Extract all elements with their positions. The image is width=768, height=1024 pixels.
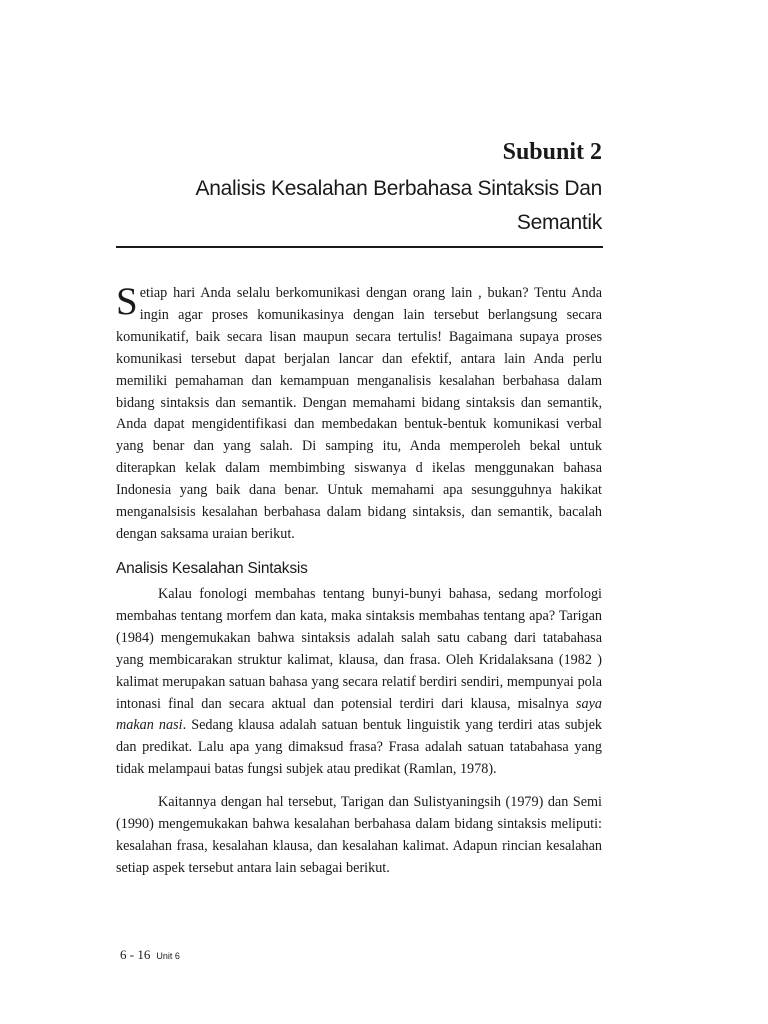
drop-cap: S [116, 280, 138, 323]
body-paragraph-1-text-a: Kalau fonologi membahas tentang bunyi-bunyi bahasa, sedang morfologi membahas tentang morfem dan kata, maka sintaksis membahas tentang apa? Tarigan (1984) mengemukakan bahwa sintaksis adalah salah satu cabang dari tatabahasa yang membicarakan struktur kalimat, klausa, dan frasa. Oleh Kridalaksana (1982 ) kalimat merupakan satuan bahasa yang secara relatif berdiri sendiri, mempunyai pola intonasi final dan secara aktual dan potensial terdiri dari klausa, misalnya [116, 586, 602, 712]
body-paragraph-2: Kaitannya dengan hal tersebut, Tarigan dan Sulistyaningsih (1979) dan Semi (1990) mengemukakan bahwa kesalahan berbahasa dalam bidang sintaksis meliputi: kesalahan frasa, kesalahan klausa, dan kesalahan kalimat. Adapun rincian kesalahan setiap aspek tersebut antara lain sebagai berikut. [116, 794, 602, 876]
page-title [122, 172, 602, 240]
unit-label: Unit 6 [156, 951, 180, 961]
page-title-line-2: Semantik [516, 211, 602, 234]
subunit-heading: Subunit 2 [502, 139, 602, 165]
body-paragraph-1-text-b: . Sedang klausa adalah satuan bentuk linguistik yang terdiri atas subjek dan predikat. Lalu apa yang dimaksud frasa? Frasa adalah satuan tatabahasa yang tidak melampaui batas fungsi subjek atau predikat (Ramlan, 1978). [116, 717, 602, 778]
page-number: 6 - 16 [120, 947, 151, 962]
page-footer [120, 947, 180, 963]
intro-paragraph [116, 280, 602, 546]
page-title-line-1: Analisis Kesalahan Berbahasa Sintaksis Dan [195, 177, 602, 200]
body-paragraph-1 [116, 584, 602, 781]
title-divider [116, 246, 603, 248]
example-sentence: saya makan nasi [116, 695, 602, 734]
section-heading: Analisis Kesalahan Sintaksis [116, 560, 308, 577]
intro-text: etiap hari Anda selalu berkomunikasi dengan orang lain , bukan? Tentu Anda ingin agar proses komunikasinya dengan lain tersebut berlangsung secara komunikatif, baik secara lisan maupun secara tertulis! Bagaimana supaya proses komunikasi tersebut dapat berjalan lancar dan efektif, antara lain Anda perlu memiliki pemahaman dan kemampuan menganalisis kesalahan berbahasa dalam bidang sintaksis dan semantik. Dengan memahami bidang sintaksis dan semantik, Anda dapat mengidentifikasi dan membedakan bentuk-bentuk komunikasi verbal yang benar dan yang salah. Di samping itu, Anda memperoleh bekal untuk diterapkan kelak dalam membimbing siswanya d ikelas menggunakan bahasa Indonesia yang baik dana benar. Untuk memahami apa sesungguhnya hakikat menganalsisis kesalahan berbahasa dalam bidang sintaksis, dan semantik, bacalah dengan saksama uraian berikut. [116, 285, 602, 542]
